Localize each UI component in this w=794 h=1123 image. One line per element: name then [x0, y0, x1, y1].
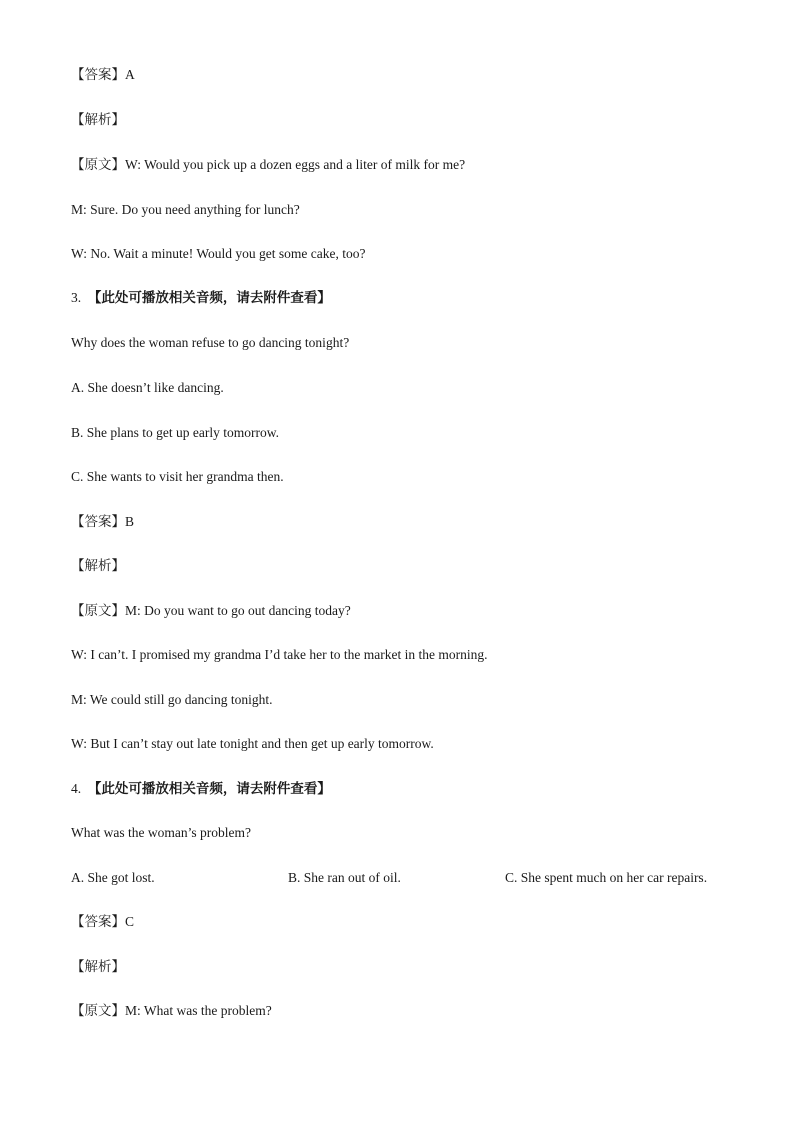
q4-question: What was the woman’s problem?: [71, 825, 251, 840]
q3-transcript-line: M: We could still go dancing tonight.: [71, 692, 273, 707]
q4-answer: [71, 913, 134, 931]
answer-label: 【答案】: [71, 514, 125, 530]
q2-answer: [71, 66, 135, 84]
original-label: 【原文】: [71, 157, 125, 173]
q3-heading: [71, 289, 331, 307]
q3-question: Why does the woman refuse to go dancing tonight?: [71, 335, 350, 350]
q3-transcript-line: W: I can’t. I promised my grandma I’d take her to the market in the morning.: [71, 647, 488, 662]
audio-note: 【此处可播放相关音频，请去附件查看】: [87, 290, 331, 306]
transcript-text: M: Do you want to go out dancing today?: [125, 603, 351, 618]
q3-answer: [71, 513, 134, 531]
analysis-label: 【解析】: [71, 558, 125, 574]
audio-note: 【此处可播放相关音频，请去附件查看】: [87, 781, 331, 797]
original-label: 【原文】: [71, 603, 125, 619]
q3-transcript-line: W: But I can’t stay out late tonight and then get up early tomorrow.: [71, 736, 434, 751]
q2-analysis: [71, 111, 125, 129]
question-number: 4.: [71, 781, 82, 796]
q4-analysis: [71, 958, 125, 976]
question-number: 3.: [71, 290, 82, 305]
transcript-text: W: Would you pick up a dozen eggs and a liter of milk for me?: [125, 157, 466, 172]
q3-option-a: A. She doesn’t like dancing.: [71, 380, 224, 395]
q3-option-c: C. She wants to visit her grandma then.: [71, 469, 284, 484]
answer-label: 【答案】: [71, 67, 125, 83]
answer-value: A: [125, 67, 135, 82]
q4-option-a: A. She got lost.: [71, 870, 155, 885]
q2-transcript-line: M: Sure. Do you need anything for lunch?: [71, 202, 300, 217]
q3-analysis: [71, 557, 125, 575]
q2-transcript-line: [71, 156, 465, 174]
q4-option-c: C. She spent much on her car repairs.: [505, 870, 708, 885]
analysis-label: 【解析】: [71, 959, 125, 975]
q3-transcript-line: [71, 602, 351, 620]
q4-transcript-line: [71, 1002, 272, 1020]
q2-transcript-line: W: No. Wait a minute! Would you get some cake, too?: [71, 246, 366, 261]
answer-value: B: [125, 514, 135, 529]
q4-option-b: B. She ran out of oil.: [288, 870, 401, 885]
answer-label: 【答案】: [71, 914, 125, 930]
analysis-label: 【解析】: [71, 112, 125, 128]
q3-option-b: B. She plans to get up early tomorrow.: [71, 425, 279, 440]
answer-value: C: [125, 914, 135, 929]
original-label: 【原文】: [71, 1003, 125, 1019]
transcript-text: M: What was the problem?: [125, 1003, 272, 1018]
q4-heading: [71, 780, 331, 798]
